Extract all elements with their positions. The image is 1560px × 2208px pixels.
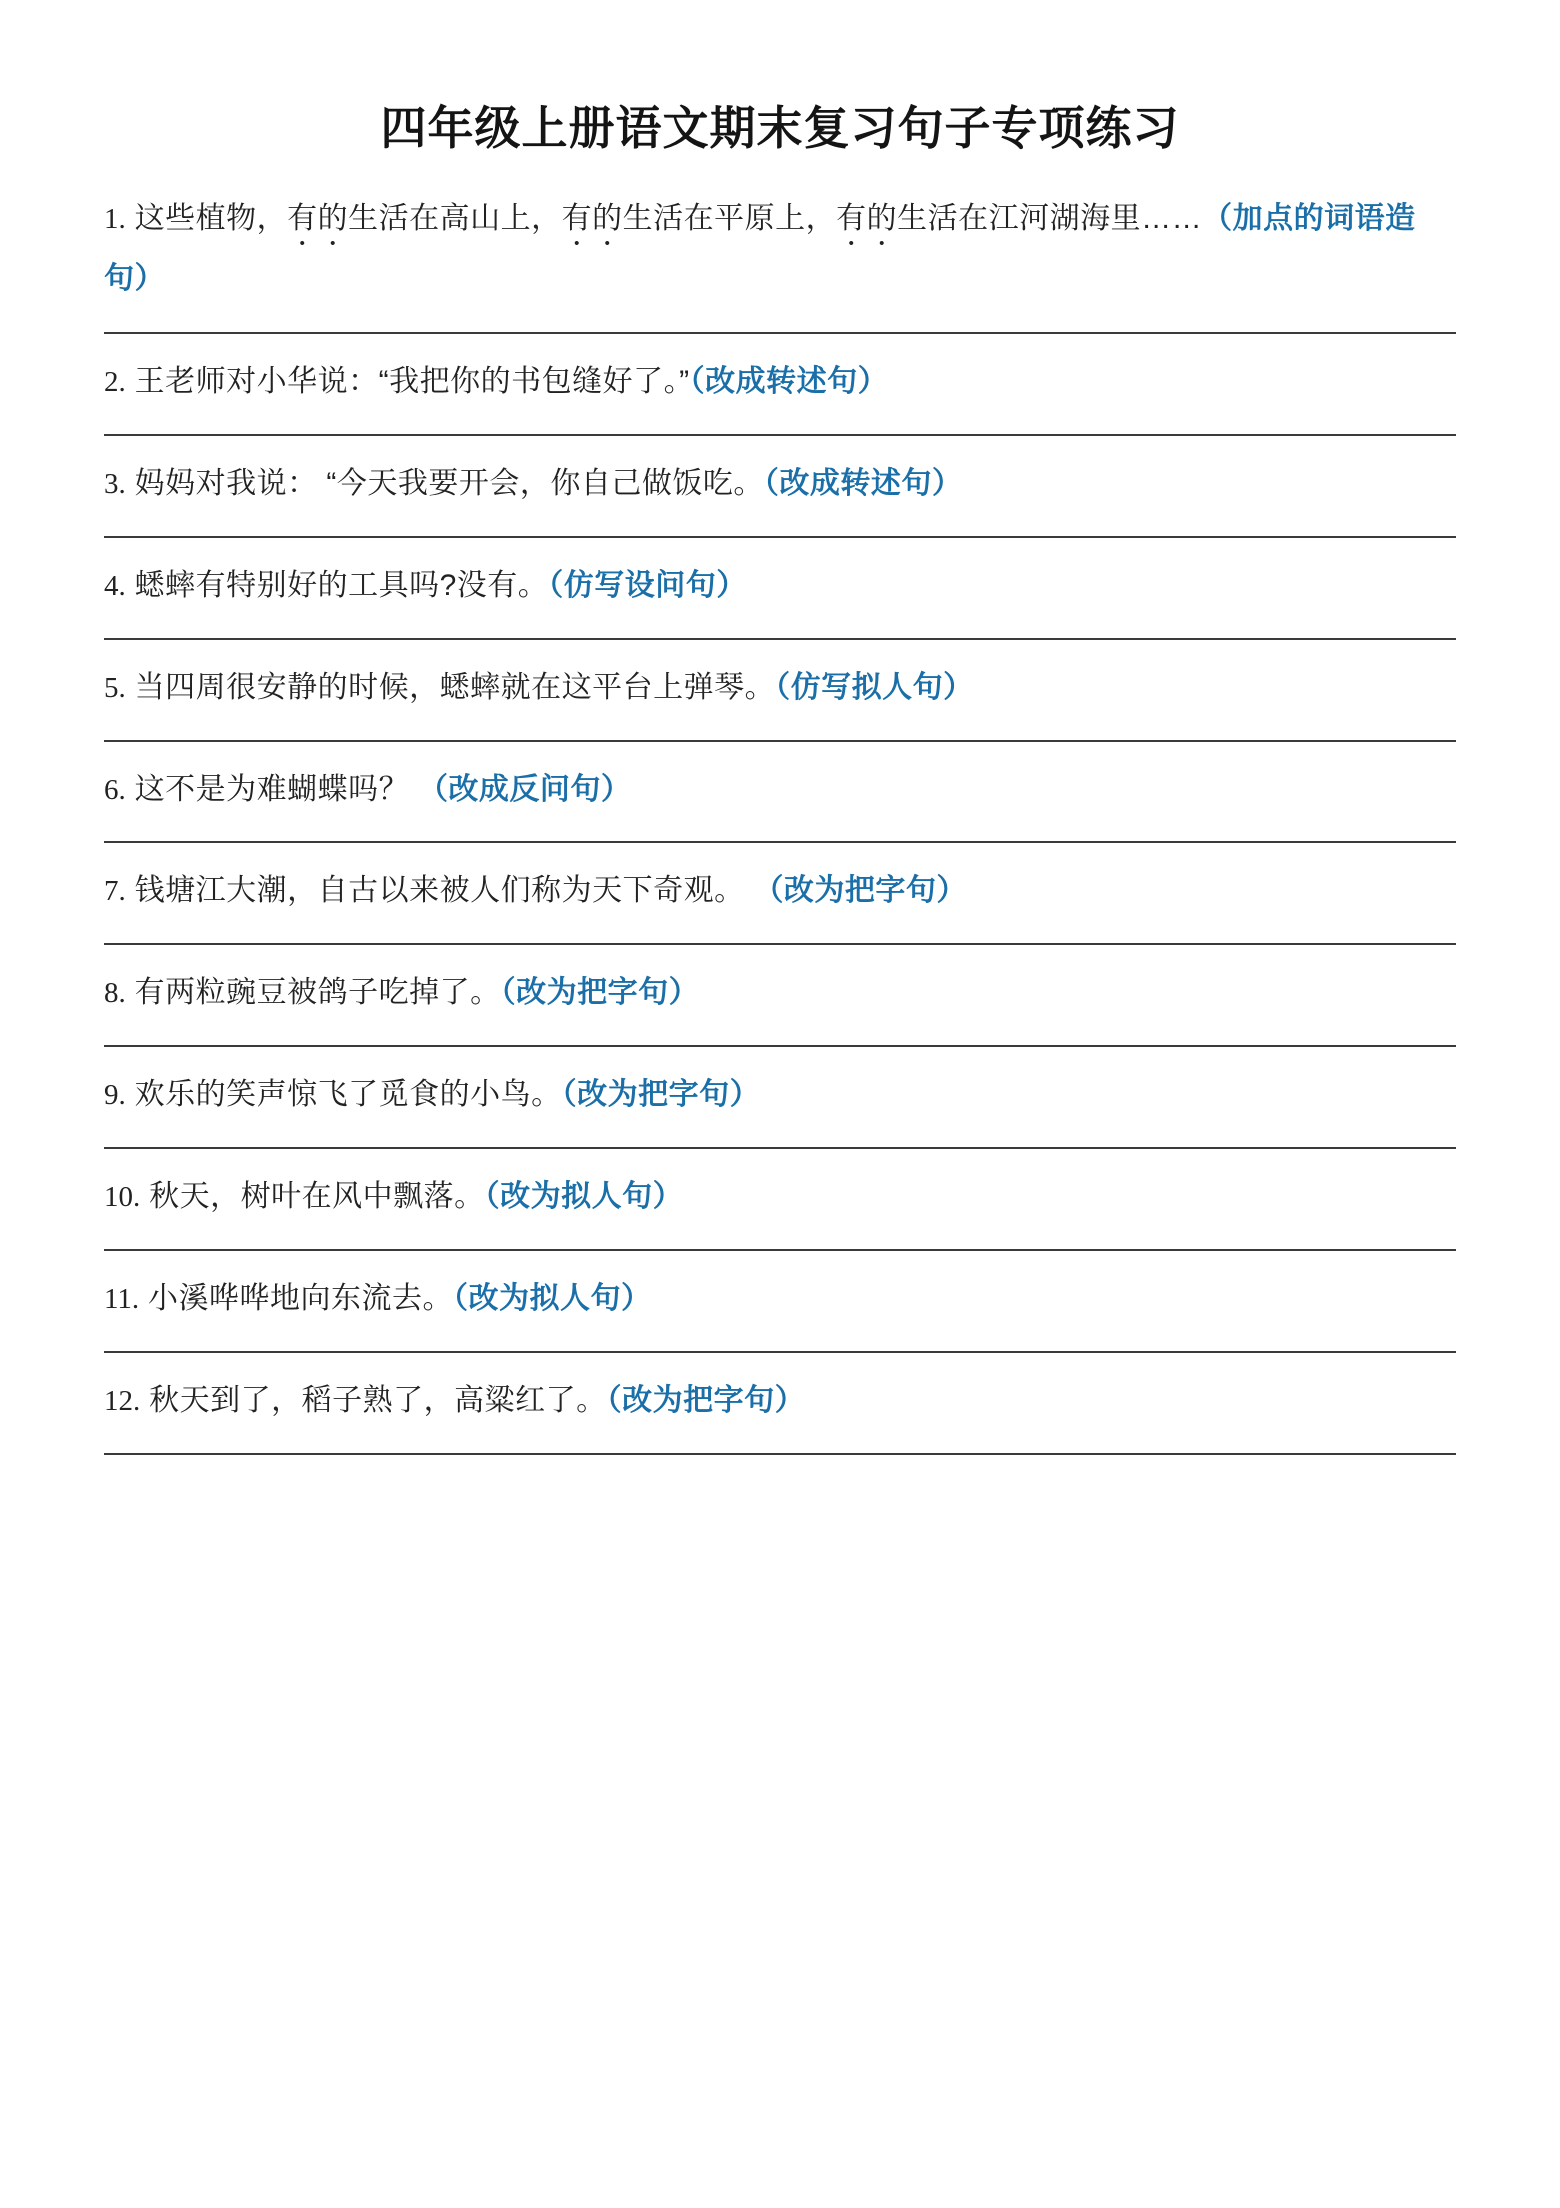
question-sentence-part: 这不是为难蝴蝶吗？: [134, 772, 418, 806]
question-instruction: （改为拟人句）: [484, 1180, 684, 1213]
emphasized-word: 有的: [561, 202, 623, 235]
question-item: [104, 192, 1456, 334]
question-number: 3.: [104, 467, 126, 500]
answer-line: [104, 1249, 1456, 1251]
question-text: [104, 192, 1456, 306]
question-item: [104, 1273, 1456, 1353]
question-text: [104, 662, 1456, 714]
question-item: [104, 356, 1456, 436]
emphasized-word: 有的: [287, 202, 349, 235]
question-item: [104, 1069, 1456, 1149]
answer-line: [104, 332, 1456, 334]
question-item: [104, 967, 1456, 1047]
question-sentence-part: 秋天，树叶在风中飘落。: [149, 1180, 485, 1213]
question-sentence-part: 欢乐的笑声惊飞了觅食的小鸟。: [134, 1078, 562, 1112]
question-instruction: （改成转述句）: [763, 466, 963, 500]
question-number: 6.: [104, 773, 126, 806]
question-number: 11.: [104, 1282, 140, 1315]
question-sentence-part: 生活在江河湖海里……: [897, 202, 1203, 235]
question-sentence-part: 妈妈对我说： “今天我要开会，你自己做饭吃。: [134, 466, 764, 500]
question-instruction: （改成反问句）: [417, 772, 632, 806]
question-list: [104, 192, 1456, 1455]
question-text: [104, 458, 1456, 510]
question-sentence-part: 生活在平原上，: [622, 202, 837, 235]
question-item: [104, 865, 1456, 945]
question-text: [104, 764, 1456, 816]
question-number: 10.: [104, 1181, 141, 1213]
question-sentence-part: 蟋蟀有特别好的工具吗?没有。: [134, 568, 549, 602]
question-sentence-part: 秋天到了，稻子熟了，高粱红了。: [149, 1383, 607, 1417]
question-instruction: （改为把字句）: [606, 1383, 806, 1417]
answer-line: [104, 1351, 1456, 1353]
question-instruction: （改为把字句）: [753, 874, 967, 908]
question-text: [104, 356, 1456, 408]
answer-line: [104, 1045, 1456, 1047]
question-item: [104, 560, 1456, 640]
answer-line: [104, 1453, 1456, 1455]
question-sentence-part: 当四周很安静的时候，蟋蟀就在这平台上弹琴。: [134, 670, 776, 704]
question-instruction: （改为拟人句）: [453, 1281, 652, 1315]
question-number: 2.: [104, 366, 126, 398]
question-number: 1.: [104, 203, 126, 235]
answer-line: [104, 638, 1456, 640]
answer-line: [104, 841, 1456, 843]
question-item: [104, 1171, 1456, 1251]
question-text: [104, 1273, 1456, 1325]
question-text: [104, 865, 1456, 917]
question-sentence-part: 这些植物，: [134, 202, 288, 235]
question-text: [104, 1069, 1456, 1121]
question-number: 9.: [104, 1079, 126, 1112]
question-instruction: （加点的词语造句）: [104, 202, 1416, 295]
question-item: [104, 764, 1456, 844]
question-text: [104, 1375, 1456, 1427]
question-sentence-part: 小溪哗哗地向东流去。: [148, 1281, 454, 1315]
question-text: [104, 967, 1456, 1019]
answer-line: [104, 536, 1456, 538]
page-title: 四年级上册语文期末复习句子专项练习: [380, 101, 1180, 155]
question-instruction: （改为把字句）: [500, 976, 700, 1010]
question-instruction: （仿写设问句）: [548, 568, 747, 602]
question-instruction: （改成转述句）: [689, 365, 889, 398]
answer-line: [104, 1147, 1456, 1149]
question-number: 5.: [104, 671, 126, 704]
question-item: [104, 662, 1456, 742]
question-text: [104, 1171, 1456, 1223]
question-item: [104, 1375, 1456, 1455]
emphasized-word: 有的: [836, 202, 898, 235]
question-number: 12.: [104, 1384, 141, 1417]
question-sentence-part: 钱塘江大潮，自古以来被人们称为天下奇观。: [134, 874, 754, 908]
question-sentence-part: 生活在高山上，: [348, 202, 562, 235]
question-text: [104, 560, 1456, 612]
question-number: 7.: [104, 875, 126, 908]
question-sentence-part: 王老师对小华说：“我把你的书包缝好了。”: [134, 365, 690, 398]
question-instruction: （仿写拟人句）: [775, 670, 974, 704]
answer-line: [104, 943, 1456, 945]
question-sentence-part: 有两粒豌豆被鸽子吃掉了。: [134, 976, 501, 1010]
question-number: 4.: [104, 569, 126, 602]
answer-line: [104, 740, 1456, 742]
question-instruction: （改为把字句）: [561, 1078, 761, 1112]
question-number: 8.: [104, 977, 126, 1010]
answer-line: [104, 434, 1456, 436]
question-item: [104, 458, 1456, 538]
